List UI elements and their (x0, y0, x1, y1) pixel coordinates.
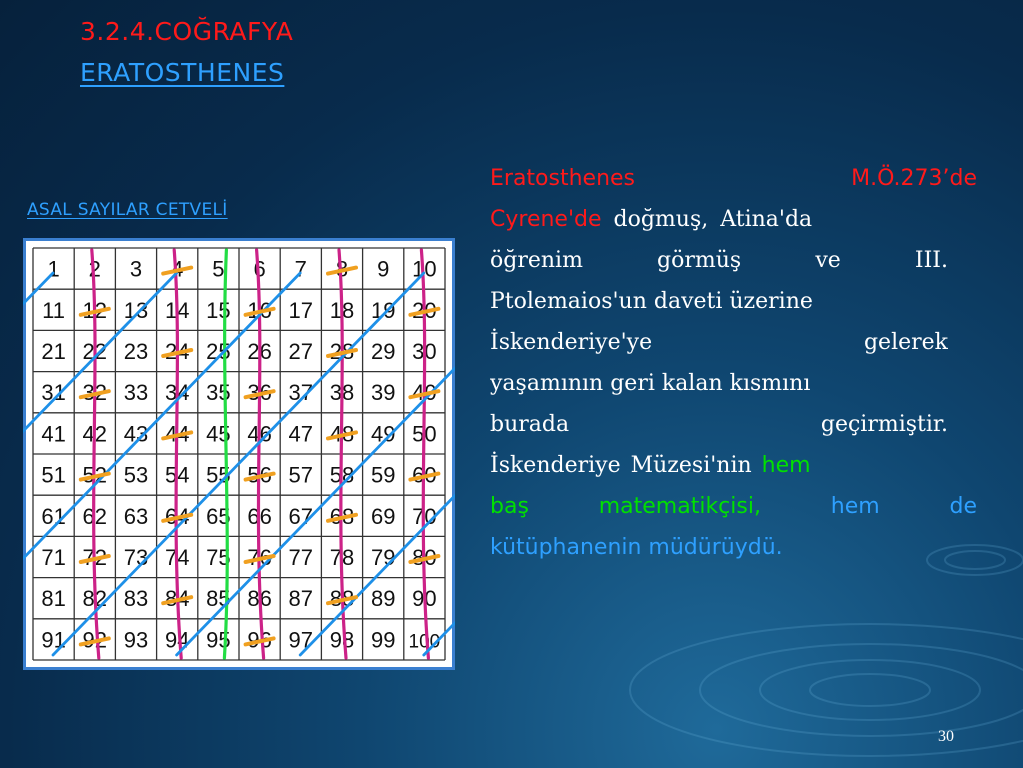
sieve-number: 44 (164, 421, 190, 447)
body-line-6: yaşamının geri kalan kısmını (490, 371, 811, 396)
sieve-number: 23 (123, 339, 149, 364)
sieve-number: 7 (294, 256, 307, 282)
sieve-number: 52 (82, 462, 108, 488)
body-line-4: Ptolemaios'un daveti üzerine (490, 289, 813, 314)
sieve-of-eratosthenes-grid (23, 238, 455, 670)
sieve-number: 98 (329, 627, 355, 653)
body-line-2 (490, 199, 948, 240)
body-line-10: kütüphanenin müdürüydü. (490, 535, 783, 560)
body-birth-date: M.Ö.273’de (851, 166, 977, 191)
sieve-number: 82 (82, 586, 108, 612)
sieve-number: 17 (288, 297, 314, 323)
sieve-number: 61 (41, 503, 66, 529)
sieve-number: 46 (247, 421, 272, 447)
sieve-number: 76 (247, 545, 272, 570)
sieve-number: 5 (212, 256, 225, 282)
sieve-number: 18 (329, 297, 355, 323)
body-line-3 (490, 240, 948, 281)
sieve-number: 54 (164, 462, 190, 488)
sieve-number: 51 (41, 462, 66, 488)
sieve-number: 4 (171, 256, 184, 282)
sieve-number: 41 (41, 421, 66, 447)
sieve-number: 95 (206, 627, 231, 653)
sieve-number: 27 (288, 339, 314, 364)
body-word: görmüş (657, 248, 742, 273)
sieve-number: 100 (408, 631, 441, 653)
sieve-number: 71 (41, 545, 66, 570)
sieve-number: 72 (82, 545, 108, 570)
sieve-number: 83 (123, 586, 149, 612)
body-birthplace: Cyrene'de (490, 207, 602, 232)
body-word: İskenderiye'ye (490, 330, 653, 355)
sieve-number: 67 (288, 503, 314, 529)
sieve-number: 63 (123, 503, 149, 529)
sieve-number: 90 (412, 586, 437, 612)
sieve-number: 55 (206, 462, 231, 488)
sieve-number: 81 (41, 586, 66, 612)
sieve-number: 47 (288, 421, 314, 447)
sieve-number: 35 (206, 380, 231, 406)
sieve-number: 15 (206, 297, 231, 323)
body-paragraph (490, 158, 977, 568)
sieve-number: 36 (247, 380, 272, 406)
sieve-number: 45 (206, 421, 231, 447)
sieve-number: 94 (164, 627, 190, 653)
sieve-number: 62 (82, 503, 108, 529)
sieve-number: 91 (41, 627, 66, 653)
sieve-number: 39 (370, 380, 396, 406)
body-line-8 (490, 445, 977, 486)
sieve-number: 70 (412, 503, 437, 529)
highlight-hem-2: hem (830, 494, 880, 519)
page-number: 30 (938, 728, 954, 745)
sieve-number: 68 (329, 503, 355, 529)
sieve-number: 57 (288, 462, 314, 488)
sieve-number: 89 (370, 586, 396, 612)
sieve-number: 87 (288, 586, 314, 612)
body-word: Atina'da (720, 207, 813, 232)
sieve-number: 53 (123, 462, 149, 488)
sieve-number: 9 (377, 256, 390, 282)
sieve-number: 26 (247, 339, 272, 364)
sieve-number: 77 (288, 545, 314, 570)
body-line-1 (490, 158, 977, 199)
sieve-number: 85 (206, 586, 231, 612)
sieve-number: 31 (41, 380, 66, 406)
body-line-7 (490, 404, 948, 445)
highlight-hem: hem (761, 453, 811, 478)
body-line-9 (490, 486, 977, 527)
sieve-number: 25 (206, 339, 231, 364)
sieve-number: 50 (412, 421, 437, 447)
sieve-number: 21 (41, 339, 66, 364)
body-word: gelerek (863, 330, 948, 355)
sieve-number: 86 (247, 586, 272, 612)
sieve-number: 65 (206, 503, 231, 529)
sieve-number: 40 (412, 380, 437, 406)
body-word: geçirmiştir. (820, 412, 948, 437)
highlight-matematikcisi: matematikçisi, (598, 494, 761, 519)
body-word: burada (490, 412, 570, 437)
sieve-number: 10 (412, 256, 437, 282)
sieve-number: 30 (412, 339, 437, 364)
sieve-number: 73 (123, 545, 149, 570)
sieve-number: 42 (82, 421, 108, 447)
sieve-number: 48 (329, 421, 355, 447)
highlight-de: de (949, 494, 977, 519)
sieve-number: 37 (288, 380, 314, 406)
sieve-number: 32 (82, 380, 108, 406)
body-word: Müzesi'nin (630, 453, 752, 478)
sieve-number: 88 (329, 586, 355, 612)
sieve-number: 49 (370, 421, 396, 447)
sieve-number: 16 (247, 297, 272, 323)
body-word: İskenderiye (490, 453, 621, 478)
sieve-number: 99 (370, 627, 396, 653)
body-word: ve (815, 248, 841, 273)
slide-title-section: 3.2.4.COĞRAFYA (80, 17, 294, 46)
sieve-number: 93 (123, 627, 149, 653)
sieve-number: 78 (329, 545, 355, 570)
sieve-number: 2 (88, 256, 101, 282)
sieve-number: 64 (164, 503, 190, 529)
sieve-number: 97 (288, 627, 314, 653)
sieve-number: 1 (47, 256, 60, 282)
sieve-number: 74 (164, 545, 190, 570)
sieve-number: 43 (123, 421, 149, 447)
sieve-number: 28 (329, 339, 355, 364)
sieve-number: 69 (370, 503, 396, 529)
sieve-number: 92 (82, 627, 108, 653)
sieve-number: 8 (335, 256, 349, 282)
sieve-number: 6 (253, 256, 266, 282)
sieve-number: 34 (164, 380, 190, 406)
sieve-number: 3 (129, 256, 143, 282)
sieve-number: 79 (370, 545, 396, 570)
sieve-number: 33 (123, 380, 149, 406)
body-line-5 (490, 322, 948, 363)
sieve-number: 22 (82, 339, 108, 364)
sieve-number: 58 (329, 462, 355, 488)
body-word: doğmuş, (613, 207, 709, 232)
sieve-number: 96 (247, 627, 272, 653)
sieve-number: 75 (206, 545, 231, 570)
sieve-number: 38 (329, 380, 355, 406)
sieve-number: 84 (164, 586, 190, 612)
sieve-number: 19 (370, 297, 396, 323)
sieve-number: 14 (164, 297, 190, 323)
sieve-number: 80 (412, 545, 437, 570)
sieve-number: 56 (247, 462, 272, 488)
highlight-bas: baş (490, 494, 529, 519)
sieve-number: 11 (42, 297, 66, 323)
sieve-number: 59 (370, 462, 396, 488)
sieve-caption: ASAL SAYILAR CETVELİ (27, 200, 228, 220)
body-word: öğrenim (490, 248, 583, 273)
slide-title: ERATOSTHENES (80, 58, 285, 87)
sieve-number: 66 (247, 503, 272, 529)
sieve-number: 13 (123, 297, 149, 323)
sieve-number: 24 (164, 339, 190, 364)
sieve-number: 29 (370, 339, 396, 364)
body-name-eratosthenes: Eratosthenes (490, 166, 636, 191)
body-word: III. (914, 248, 948, 273)
sieve-number: 20 (412, 297, 437, 323)
sieve-number: 60 (412, 462, 437, 488)
sieve-number: 12 (82, 297, 108, 323)
